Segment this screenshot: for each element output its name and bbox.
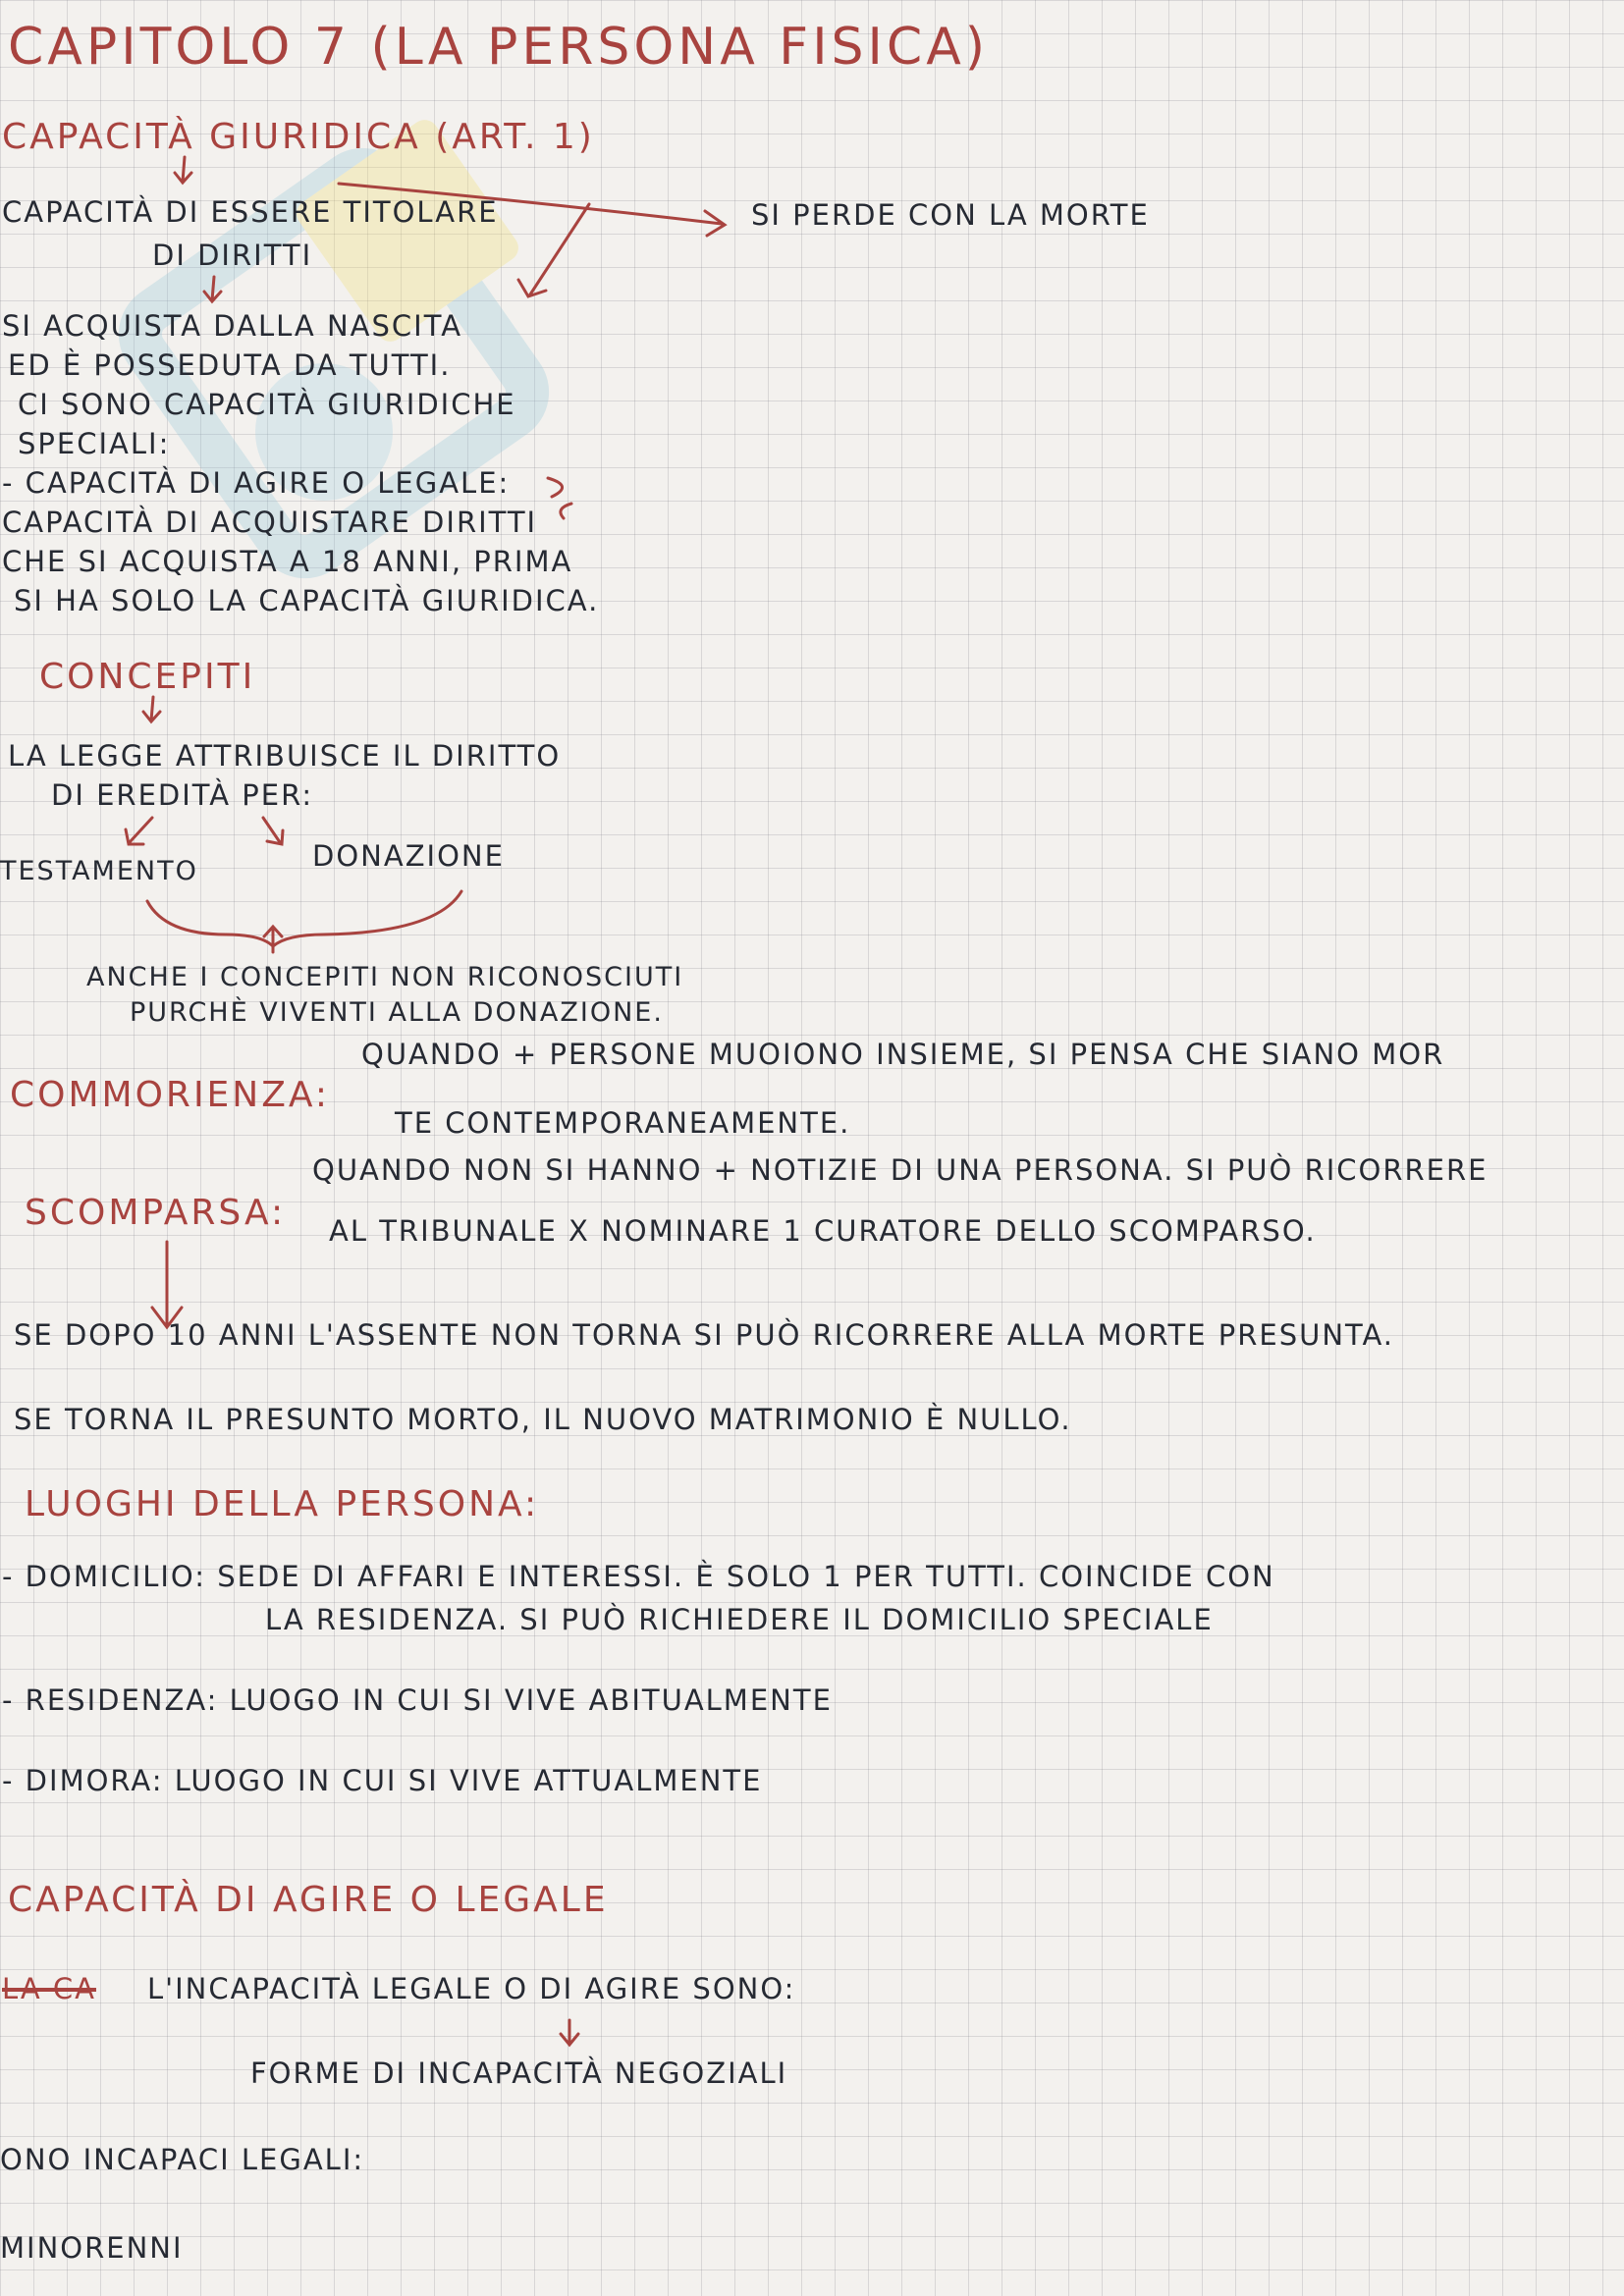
section-heading-capacita-giuridica: CAPACITÀ GIURIDICA (ART. 1) bbox=[2, 117, 595, 157]
label-scomparsa: SCOMPARSA: bbox=[25, 1193, 287, 1233]
arrow-down-left-icon bbox=[126, 818, 152, 844]
text-line: ED È POSSEDUTA DA TUTTI. bbox=[8, 348, 452, 382]
text-line: ANCHE I CONCEPITI NON RICONOSCIUTI bbox=[86, 962, 684, 992]
text-line: SI ACQUISTA DALLA NASCITA bbox=[2, 309, 463, 343]
text-line: - CAPACITÀ DI AGIRE O LEGALE: bbox=[2, 466, 511, 500]
arrow-down-icon bbox=[204, 277, 221, 301]
arrow-down-left-icon bbox=[518, 204, 589, 296]
text-line: TE CONTEMPORANEAMENTE. bbox=[395, 1106, 851, 1140]
text-line: DI EREDITÀ PER: bbox=[51, 778, 314, 812]
section-heading-capacita-agire: CAPACITÀ DI AGIRE O LEGALE bbox=[8, 1880, 609, 1920]
arrow-down-right-icon bbox=[263, 818, 283, 844]
text-line: CAPACITÀ DI ESSERE TITOLARE bbox=[2, 195, 499, 229]
text-line: SE DOPO 10 ANNI L'ASSENTE NON TORNA SI PUÒ RICORRERE ALLA MORTE PRESUNTA. bbox=[14, 1318, 1395, 1352]
text-line: ONO INCAPACI LEGALI: bbox=[0, 2143, 365, 2176]
arrow-down-icon bbox=[152, 1242, 182, 1327]
text-line: PURCHÈ VIVENTI ALLA DONAZIONE. bbox=[130, 997, 664, 1028]
text-line: LA RESIDENZA. SI PUÒ RICHIEDERE IL DOMICILIO SPECIALE bbox=[265, 1603, 1214, 1636]
text-line: L'INCAPACITÀ LEGALE O DI AGIRE SONO: bbox=[147, 1972, 796, 2005]
section-heading-luoghi: LUOGHI DELLA PERSONA: bbox=[25, 1484, 540, 1524]
bracket-icon bbox=[561, 504, 571, 518]
text-line: - DIMORA: LUOGO IN CUI SI VIVE ATTUALMENTE bbox=[2, 1764, 763, 1797]
text-line: CI SONO CAPACITÀ GIURIDICHE bbox=[18, 388, 516, 421]
text-line: AL TRIBUNALE X NOMINARE 1 CURATORE DELLO SCOMPARSO. bbox=[329, 1214, 1317, 1248]
text-line: SI HA SOLO LA CAPACITÀ GIURIDICA. bbox=[14, 584, 600, 617]
section-heading-concepiti: CONCEPITI bbox=[39, 657, 256, 697]
text-line: MINORENNI bbox=[0, 2231, 184, 2265]
text-line: CAPACITÀ DI ACQUISTARE DIRITTI bbox=[2, 506, 538, 539]
arrow-up-icon bbox=[264, 927, 282, 952]
text-line: TESTAMENTO bbox=[0, 856, 198, 886]
text-line: DONAZIONE bbox=[312, 839, 505, 873]
arrow-down-icon bbox=[175, 157, 191, 183]
text-line: CHE SI ACQUISTA A 18 ANNI, PRIMA bbox=[2, 545, 573, 578]
arrow-down-icon bbox=[561, 2020, 578, 2045]
text-line: SE TORNA IL PRESUNTO MORTO, IL NUOVO MATRIMONIO È NULLO. bbox=[14, 1403, 1072, 1436]
arrow-down-icon bbox=[143, 697, 160, 721]
text-line: QUANDO + PERSONE MUOIONO INSIEME, SI PENSA CHE SIANO MOR bbox=[361, 1038, 1445, 1071]
side-note: SI PERDE CON LA MORTE bbox=[751, 198, 1150, 232]
brace-icon bbox=[147, 891, 461, 946]
text-line: - DOMICILIO: SEDE DI AFFARI E INTERESSI. È SOLO 1 PER TUTTI. COINCIDE CON bbox=[2, 1560, 1275, 1593]
page-title: CAPITOLO 7 (LA PERSONA FISICA) bbox=[8, 18, 990, 77]
text-line: FORME DI INCAPACITÀ NEGOZIALI bbox=[250, 2056, 788, 2090]
label-commorienza: COMMORIENZA: bbox=[10, 1075, 331, 1115]
text-line: QUANDO NON SI HANNO + NOTIZIE DI UNA PERSONA. SI PUÒ RICORRERE bbox=[312, 1153, 1489, 1187]
text-line: SPECIALI: bbox=[18, 427, 171, 460]
text-line: - RESIDENZA: LUOGO IN CUI SI VIVE ABITUALMENTE bbox=[2, 1683, 833, 1717]
text-line: DI DIRITTI bbox=[152, 239, 313, 272]
struck-text: LA CA bbox=[2, 1972, 96, 2005]
text-line: LA LEGGE ATTRIBUISCE IL DIRITTO bbox=[8, 739, 562, 773]
bracket-icon bbox=[548, 478, 563, 497]
